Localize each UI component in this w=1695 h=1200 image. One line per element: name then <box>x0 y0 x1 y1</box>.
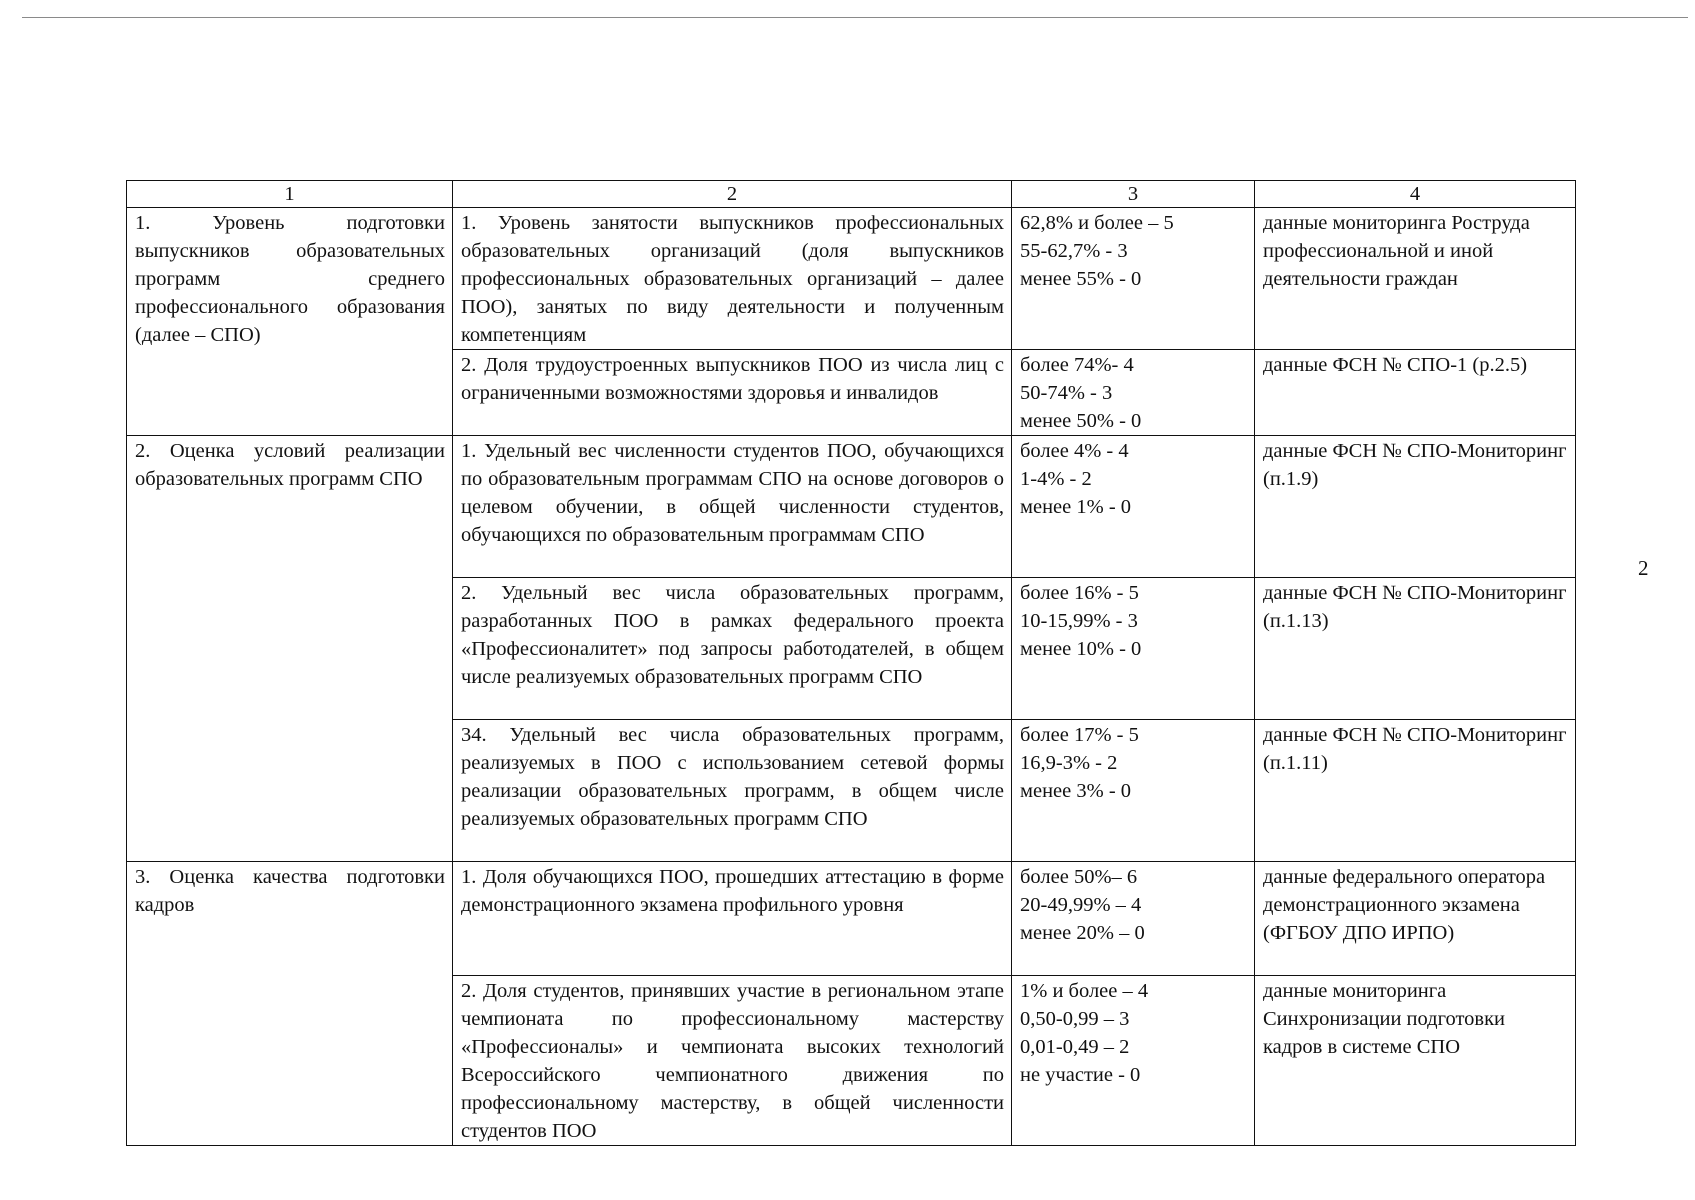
score-line: 50-74% - 3 <box>1020 382 1113 404</box>
source-cell: данные ФСН № СПО-1 (р.2.5) <box>1255 350 1576 436</box>
score-cell <box>1012 862 1255 976</box>
indicator-cell: 1. Удельный вес численности студентов ПОО, обучающихся по образовательным программам СПО на основе договоров о целевом обучении, в общей численности студентов, обучающихся по образовательным программам СПО <box>453 436 1012 578</box>
source-cell: данные федерального оператора демонстрационного экзамена (ФГБОУ ДПО ИРПО) <box>1255 862 1576 976</box>
table-row <box>127 208 1576 350</box>
column-header: 1 <box>127 181 453 208</box>
score-line: 55-62,7% - 3 <box>1020 240 1128 262</box>
source-cell: данные ФСН № СПО-Мониторинг (п.1.11) <box>1255 720 1576 862</box>
category-cell: 3. Оценка качества подготовки кадров <box>127 862 453 1146</box>
score-line: 1% и более – 4 <box>1020 980 1149 1002</box>
column-header: 2 <box>453 181 1012 208</box>
score-line: 1-4% - 2 <box>1020 468 1092 490</box>
indicator-cell: 2. Удельный вес числа образовательных программ, разработанных ПОО в рамках федерального проекта «Профессионалитет» под запросы работодателей, в общем числе реализуемых образовательных программ СПО <box>453 578 1012 720</box>
score-line: более 17% - 5 <box>1020 724 1139 746</box>
column-header: 3 <box>1012 181 1255 208</box>
score-line: 0,50-0,99 – 3 <box>1020 1008 1130 1030</box>
indicator-cell: 1. Уровень занятости выпускников профессиональных образовательных организаций (доля выпускников профессиональных образовательных организаций – далее ПОО), занятых по виду деятельности и полученным компетенциям <box>453 208 1012 350</box>
table-row <box>127 436 1576 578</box>
indicator-cell: 2. Доля студентов, принявших участие в региональном этапе чемпионата по профессиональному мастерству «Профессионалы» и чемпионата высоких технологий Всероссийского чемпионатного движения по профессиональному мастерству, в общей численности студентов ПОО <box>453 976 1012 1146</box>
score-line: более 4% - 4 <box>1020 440 1129 462</box>
score-cell <box>1012 436 1255 578</box>
category-cell: 2. Оценка условий реализации образовательных программ СПО <box>127 436 453 862</box>
score-cell <box>1012 976 1255 1146</box>
score-line: 0,01-0,49 – 2 <box>1020 1036 1130 1058</box>
score-line: менее 50% - 0 <box>1020 410 1142 432</box>
score-line: более 50%– 6 <box>1020 866 1138 888</box>
score-line: 16,9-3% - 2 <box>1020 752 1118 774</box>
column-header: 4 <box>1255 181 1576 208</box>
score-line: 62,8% и более – 5 <box>1020 212 1174 234</box>
top-rule <box>22 17 1688 18</box>
score-line: более 16% - 5 <box>1020 582 1139 604</box>
score-line: менее 1% - 0 <box>1020 496 1132 518</box>
score-cell <box>1012 350 1255 436</box>
indicator-cell: 1. Доля обучающихся ПОО, прошедших аттестацию в форме демонстрационного экзамена профильного уровня <box>453 862 1012 976</box>
table-row <box>127 862 1576 976</box>
score-line: менее 10% - 0 <box>1020 638 1142 660</box>
score-cell <box>1012 578 1255 720</box>
score-line: менее 20% – 0 <box>1020 922 1145 944</box>
source-cell: данные ФСН № СПО-Мониторинг (п.1.9) <box>1255 436 1576 578</box>
category-cell: 1. Уровень подготовки выпускников образовательных программ среднего профессионального образования (далее – СПО) <box>127 208 453 436</box>
score-line: более 74%- 4 <box>1020 354 1134 376</box>
criteria-table <box>126 180 1576 1146</box>
table-header-row <box>127 181 1576 208</box>
source-cell: данные мониторинга Синхронизации подготовки кадров в системе СПО <box>1255 976 1576 1146</box>
indicator-cell: 2. Доля трудоустроенных выпускников ПОО из числа лиц с ограниченными возможностями здоровья и инвалидов <box>453 350 1012 436</box>
source-cell: данные мониторинга Роструда профессиональной и иной деятельности граждан <box>1255 208 1576 350</box>
indicator-cell: 34. Удельный вес числа образовательных программ, реализуемых в ПОО с использованием сетевой формы реализации образовательных программ, в общем числе реализуемых образовательных программ СПО <box>453 720 1012 862</box>
page-number: 2 <box>1638 556 1649 580</box>
score-line: менее 55% - 0 <box>1020 268 1142 290</box>
source-cell: данные ФСН № СПО-Мониторинг (п.1.13) <box>1255 578 1576 720</box>
score-cell <box>1012 720 1255 862</box>
score-line: 10-15,99% - 3 <box>1020 610 1138 632</box>
score-line: менее 3% - 0 <box>1020 780 1132 802</box>
score-line: не участие - 0 <box>1020 1064 1141 1086</box>
score-cell <box>1012 208 1255 350</box>
score-line: 20-49,99% – 4 <box>1020 894 1142 916</box>
